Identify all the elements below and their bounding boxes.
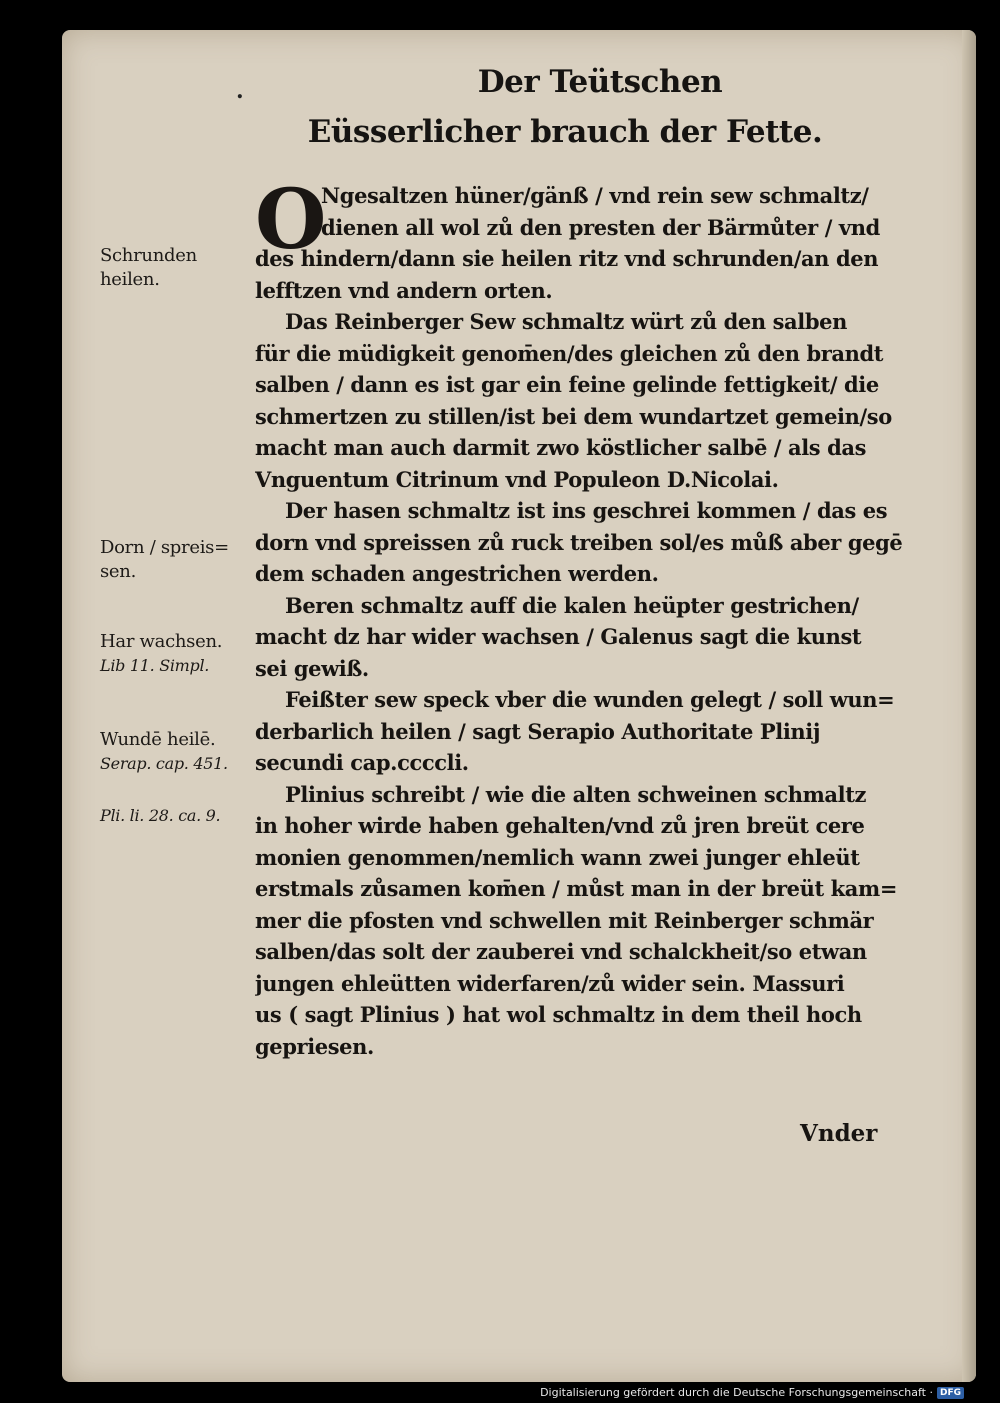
text-line: Vnguentum Citrinum vnd Populeon D.Nicolai. bbox=[255, 466, 779, 492]
text-line: salben/das solt der zauberei vnd schalckheit/so etwan bbox=[255, 939, 867, 964]
text-line: macht man auch darmit zwo köstlicher salbē / als das bbox=[255, 435, 867, 460]
text-line: macht dz har wider wachsen / Galenus sagt die kunst bbox=[255, 624, 862, 649]
initial-letter: O bbox=[255, 172, 327, 268]
text-line: dem schaden angestrichen werden. bbox=[255, 561, 659, 586]
text-line: dienen all wol zů den presten der Bärmůter / vnd bbox=[321, 214, 880, 240]
text-line: erstmals zůsamen kom̄en / můst man in der breüt kam= bbox=[255, 876, 898, 901]
margin-note-reference: Lib 11. Simpl. bbox=[100, 656, 210, 675]
margin-note bbox=[100, 804, 260, 828]
text-line: Das Reinberger Sew schmaltz würt zů den salben bbox=[285, 309, 847, 334]
digitization-footer bbox=[540, 1386, 964, 1399]
text-line: mer die pfosten vnd schwellen mit Reinberger schmär bbox=[255, 907, 874, 933]
text-line: Plinius schreibt / wie die alten schweinen schmaltz bbox=[285, 781, 867, 807]
footer-text: Digitalisierung gefördert durch die Deutsche Forschungsgemeinschaft · bbox=[540, 1386, 933, 1399]
catchword: Vnder bbox=[800, 1120, 878, 1147]
text-line: gepriesen. bbox=[255, 1033, 374, 1059]
section-title: Eüsserlicher brauch der Fette. bbox=[307, 114, 823, 150]
margin-note-text: Schrunden heilen. bbox=[100, 245, 197, 290]
page-mark: . bbox=[236, 78, 244, 104]
text-line: Beren schmaltz auff die kalen heüpter gestrichen/ bbox=[285, 592, 859, 618]
margin-note-text: Dorn / spreis= sen. bbox=[100, 537, 229, 582]
margin-note-text: Har wachsen. bbox=[100, 631, 223, 652]
text-line: des hindern/dann sie heilen ritz vnd schrunden/an den bbox=[255, 246, 879, 271]
text-line: schmertzen zu stillen/ist bei dem wundartzet gemein/so bbox=[255, 403, 892, 429]
margin-note-text: Wundē heilē. bbox=[100, 729, 216, 750]
text-line: für die müdigkeit genom̄en/des gleichen zů den brandt bbox=[255, 340, 884, 366]
margin-note-reference: Serap. cap. 451. bbox=[100, 754, 228, 773]
page-edge bbox=[962, 30, 976, 1382]
dfg-logo: DFG bbox=[937, 1387, 964, 1399]
text-line: sei gewiß. bbox=[255, 655, 369, 681]
text-line: derbarlich heilen / sagt Serapio Authoritate Plinij bbox=[255, 718, 821, 744]
text-line: lefftzen vnd andern orten. bbox=[255, 277, 553, 303]
body-text bbox=[255, 172, 955, 1062]
running-head: Der Teütschen bbox=[477, 64, 723, 100]
text-line: Feißter sew speck vber die wunden gelegt / soll wun= bbox=[285, 687, 895, 712]
text-line: secundi cap.ccccli. bbox=[255, 750, 469, 775]
margin-note bbox=[100, 536, 250, 584]
margin-note bbox=[100, 244, 210, 292]
text-line: dorn vnd spreissen zů ruck treiben sol/es můß aber gegē bbox=[255, 529, 903, 555]
text-line: salben / dann es ist gar ein feine gelinde fettigkeit/ die bbox=[255, 372, 879, 397]
text-line: us ( sagt Plinius ) hat wol schmaltz in dem theil hoch bbox=[255, 1002, 862, 1027]
text-line: Der hasen schmaltz ist ins geschrei kommen / das es bbox=[285, 498, 888, 523]
margin-note bbox=[100, 630, 260, 678]
text-line: jungen ehleütten widerfaren/zů wider sein. Massuri bbox=[255, 970, 845, 996]
margin-note-reference: Pli. li. 28. ca. 9. bbox=[100, 806, 221, 825]
text-line: Ngesaltzen hüner/gänß / vnd rein sew schmaltz/ bbox=[321, 183, 869, 208]
text-line: monien genommen/nemlich wann zwei junger ehleüt bbox=[255, 844, 860, 870]
margin-note bbox=[100, 728, 260, 776]
text-line: in hoher wirde haben gehalten/vnd zů jren breüt cere bbox=[255, 813, 865, 838]
